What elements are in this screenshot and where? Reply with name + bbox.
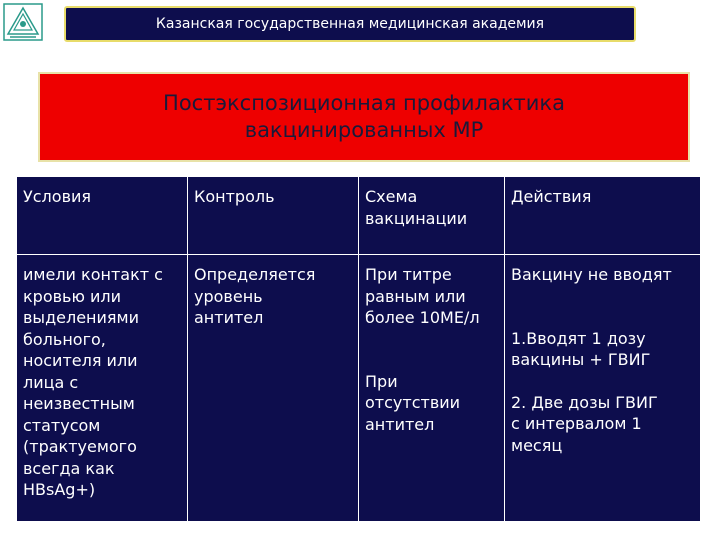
prophylaxis-table [16,176,701,522]
text-line: больного, [23,329,106,349]
text-line: HBsAg+) [23,480,96,499]
text-line: вакцины + ГВИГ [511,350,651,369]
table-row [17,255,701,522]
text-line: имели контакт с [23,265,163,284]
text-line: кровью или [23,286,122,306]
table-header-row [17,177,701,255]
text-line: отсутствии [365,393,461,412]
cell-scheme [359,255,505,522]
text-line: выделениями [23,308,139,327]
text-line: статусом [23,415,101,435]
academy-logo-icon [0,0,50,46]
text-line: (трактуемого [23,437,137,456]
text-line: Определяется [194,265,316,284]
text-line: При [365,371,398,391]
text-line: более 10МЕ/л [365,308,480,327]
cell-conditions [17,255,188,522]
text-line: носителя или [23,351,138,370]
title-line-2: вакцинированных МР [244,118,484,142]
header-cell-actions: Действия [505,177,701,255]
text-line: уровень [194,286,263,306]
header-cell-conditions: Условия [17,177,188,255]
text-line: 1.Вводят 1 дозу [511,328,646,348]
text-line: равным или [365,286,466,306]
slide-title [38,72,690,162]
text-line: всегда как [23,458,115,478]
header-cell-scheme: Схема вакцинации [359,177,505,255]
cell-actions [505,255,701,522]
text-line: месяц [511,435,563,455]
text-line: При титре [365,265,452,284]
org-name: Казанская государственная медицинская академия [155,16,545,32]
header-cell-control: Контроль [188,177,359,255]
cell-control [188,255,359,522]
text-line: антител [194,308,264,327]
text-line: неизвестным [23,394,135,413]
text-line: Вакцину не вводят [511,265,672,284]
text-line: с интервалом 1 [511,414,642,433]
text-line: антител [365,414,435,434]
header-bar [64,6,636,42]
text-line: 2. Две дозы ГВИГ [511,392,658,412]
text-line: лица с [23,372,79,392]
title-line-1: Постэкспозиционная профилактика [163,91,565,115]
